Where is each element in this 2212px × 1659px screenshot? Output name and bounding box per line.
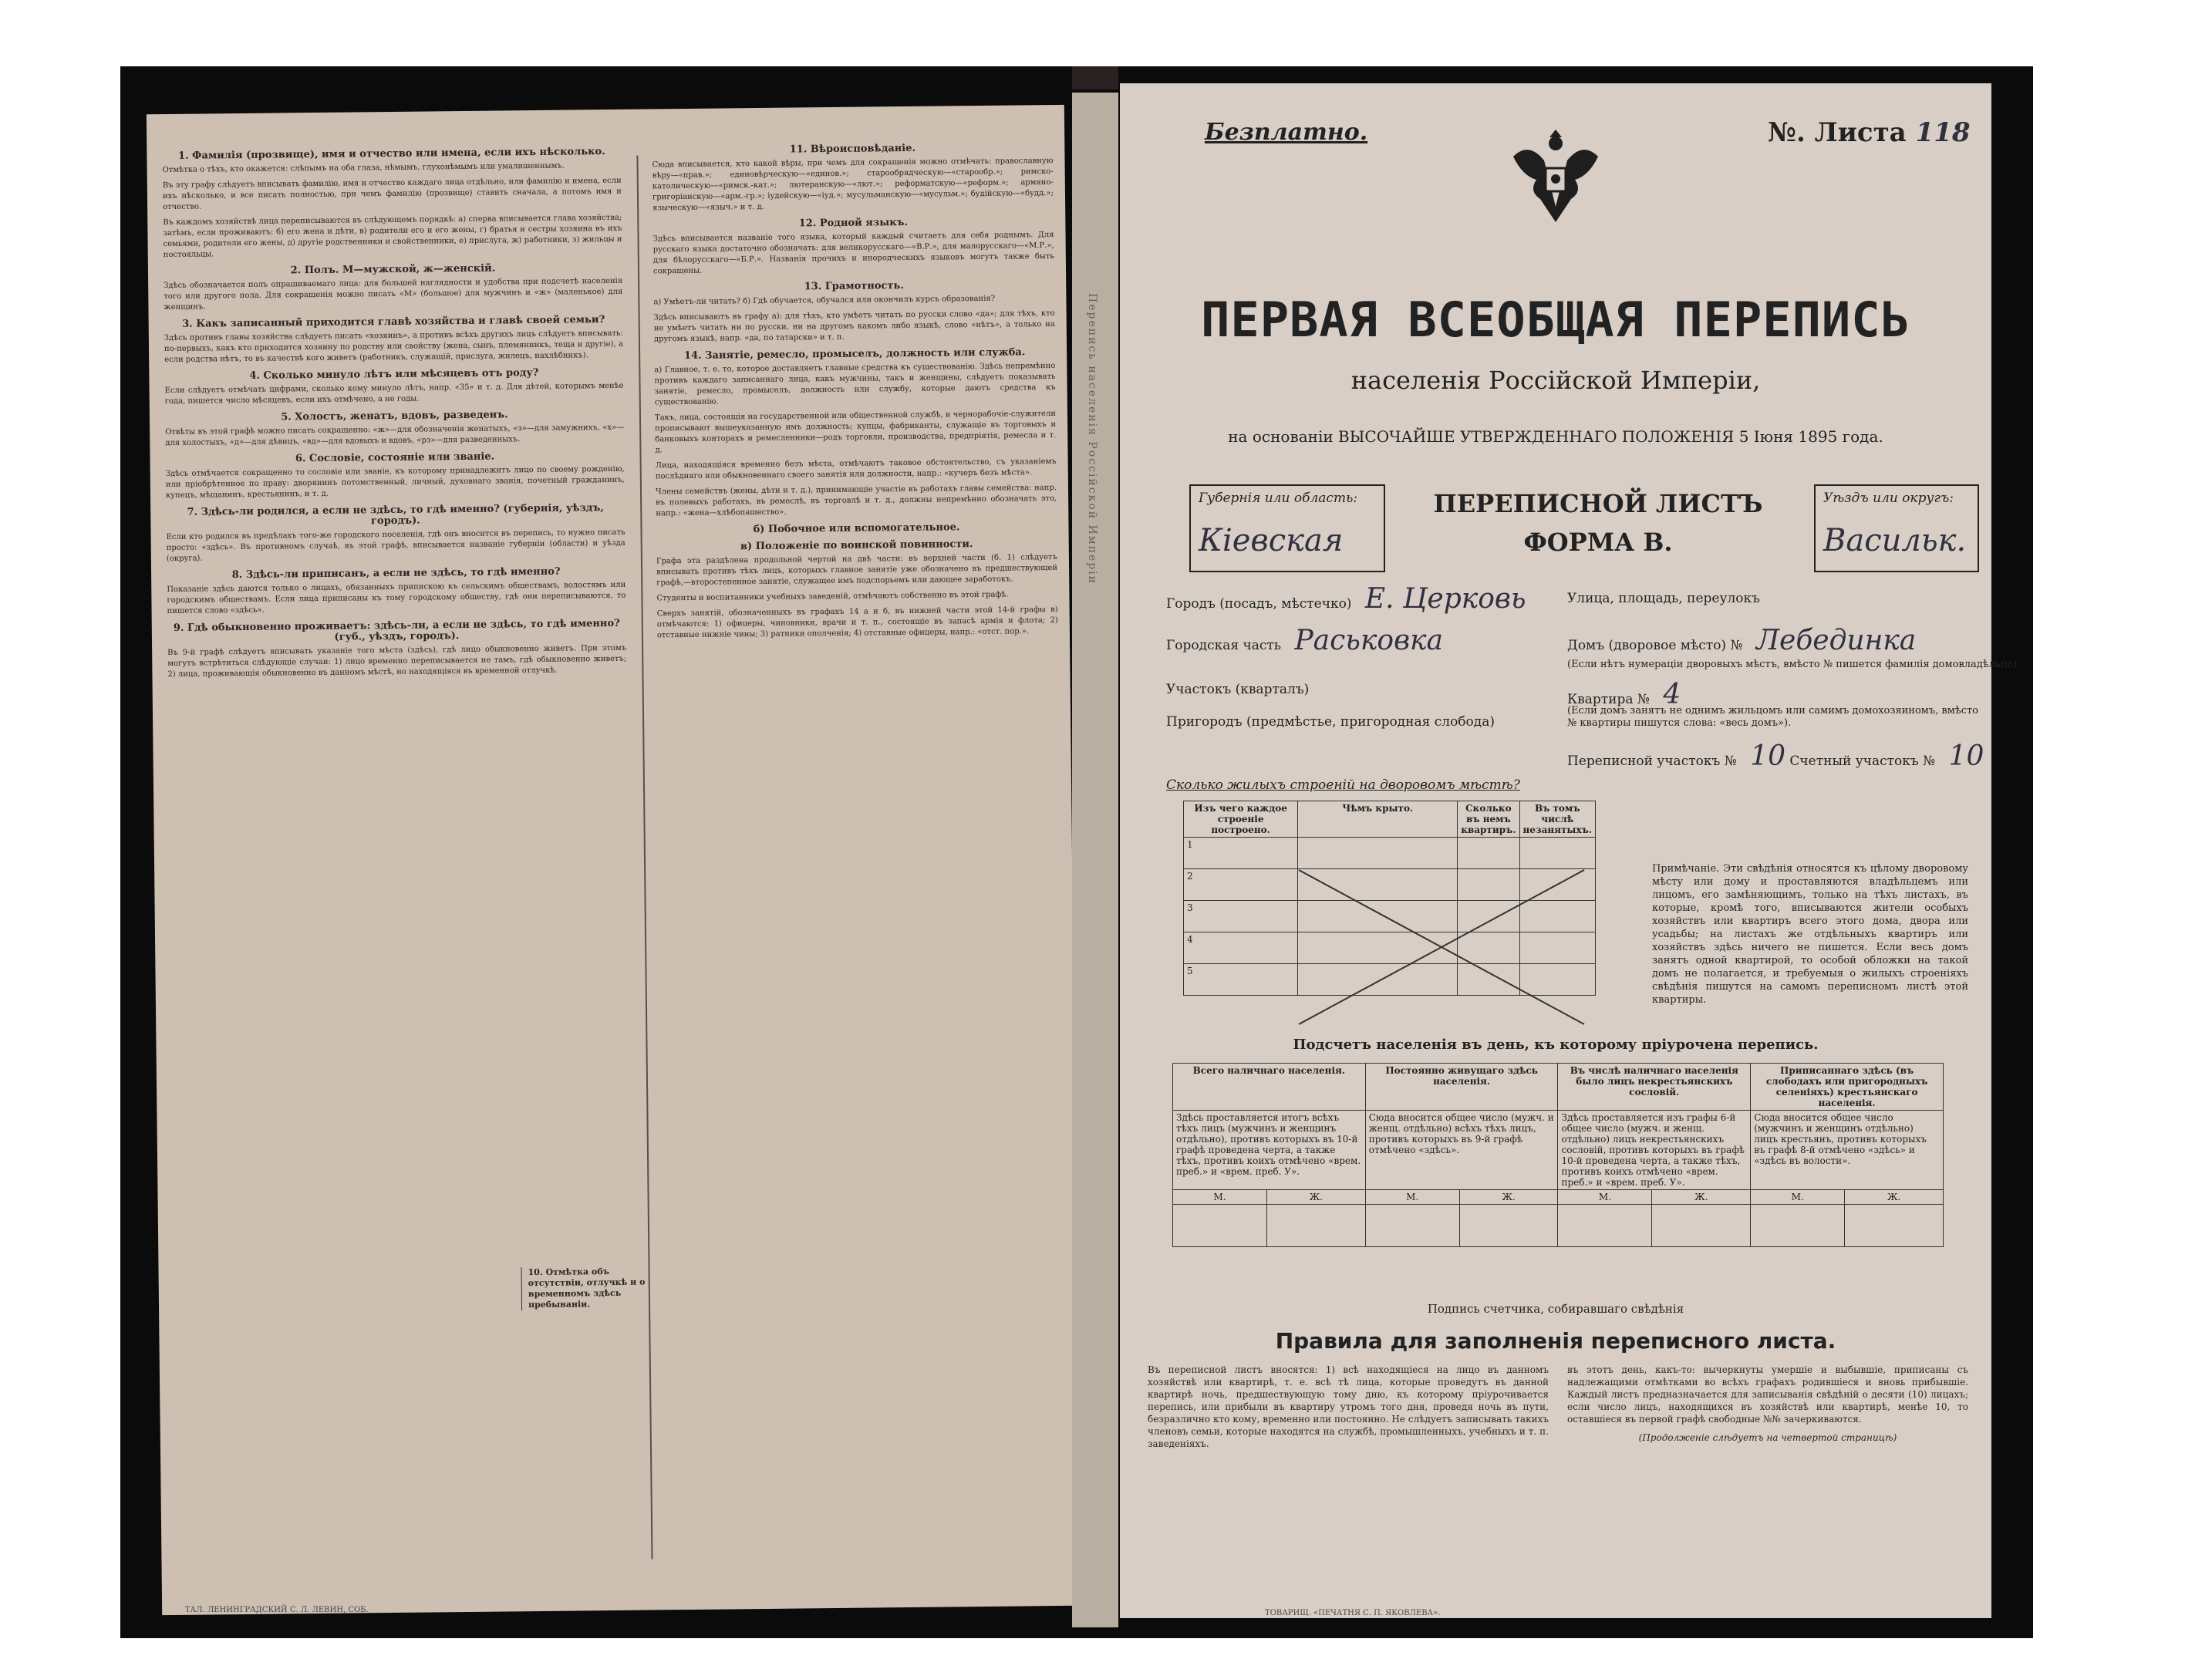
paragraph: а) Умѣетъ-ли читать? б) Гдѣ обучается, обучался или окончилъ курсъ образованія? (653, 294, 996, 307)
left-page (147, 105, 1080, 1615)
left-column-1 (162, 140, 626, 685)
signature-line: Подпись счетчика, собиравшаго свѣдѣнія (1427, 1302, 1684, 1316)
paragraph: Здѣсь обозначается полъ опрашиваемаго лица: для большей наглядности и удобства при подсчетѣ населенія того или другого пола. Для сокращенія можно писать «М» (большое) для мужчинъ и «ж» (маленькое) для женщинъ. (164, 276, 623, 312)
census-title: ПЕРВАЯ ВСЕОБЩАЯ ПЕРЕПИСЬ (1201, 292, 1910, 348)
section-heading: 9. Гдѣ обыкновенно проживаетъ: здѣсь-ли, а если не здѣсь, то гдѣ именно? (губ., уѣздъ, городъ). (173, 617, 620, 643)
buildings-note: Примѣчаніе. Эти свѣдѣнія относятся къ цѣлому дворовому мѣсту или дому и проставляются владѣльцемъ или лицомъ, его замѣняющимъ, только на тѣхъ листахъ, въ которые, кромѣ того, вписываются жители особыхъ хозяйствъ или квартиръ всего этого дома, двора или усадьбы; на листахъ же отдѣльныхъ квартиръ или хозяйствъ здѣсь ничего не пишется. Если весь домъ занятъ одной квартирой, то особой обложки на такой домъ не полагается, и требуемыя о жилыхъ строеніяхъ свѣдѣнія пишутся на самомъ переписномъ листѣ этой квартиры. (1652, 863, 1968, 1006)
table-row (1184, 964, 1596, 996)
female-label: Ж. (1845, 1190, 1944, 1205)
apartment-value: 4 (1663, 679, 1681, 710)
column-divider (636, 156, 652, 1560)
sheet-number (1768, 117, 1971, 148)
section-heading: 5. Холостъ, женатъ, вдовъ, разведенъ. (281, 409, 508, 423)
section-heading: 3. Какъ записанный приходится главѣ хозяйства и главѣ своей семьи? (182, 314, 605, 330)
rules-title: Правила для заполненія переписного листа. (1275, 1328, 1836, 1354)
right-footer: ТОВАРИЩ. «ПЕЧАТНЯ С. П. ЯКОВЛЕВА». (1265, 1609, 1441, 1617)
count-table-header (1173, 1064, 1944, 1111)
paragraph: Здѣсь вписываютъ въ графу а): для тѣхъ, кто умѣетъ читать по русски слово «да»; для тѣхъ, кто не умѣетъ читать ни по русски, ни на другомъ какомъ либо языкѣ, слово «нѣтъ», а только на другомъ языкѣ, напр. «да, по татарски» и т. п. (653, 309, 1055, 344)
paragraph: Здѣсь отмѣчается сокращенно то сословіе или званіе, къ которому принадлежитъ лицо по своему рожденію, или пріобрѣтенное по праву: дворянинъ потомственный, личный, духовнаго званія, почетный гражданинъ, купецъ, мѣщанинъ, крестьянинъ, и т. д. (165, 464, 625, 501)
count-table-mf-row (1173, 1190, 1944, 1205)
census-plot-label: Переписной участокъ № (1567, 754, 1737, 769)
sheet-number-value: 118 (1915, 117, 1971, 148)
buildings-header-roof: Чѣмъ крыто. (1298, 801, 1458, 838)
house-note: (Если нѣтъ нумераціи дворовыхъ мѣстъ, вмѣсто № пишется фамилія домовладѣльца). (1567, 659, 2021, 670)
buildings-question: Сколько жилыхъ строеній на дворовомъ мѣстѣ? (1166, 777, 1520, 793)
buildings-table (1183, 801, 1596, 996)
table-row (1184, 901, 1596, 932)
count-body-nonpeasant: Здѣсь проставляется изъ графы 6-й общее число (мужч. и женщ. отдѣльно) лицъ некрестьянскихъ сословій, противъ которыхъ въ графѣ 10-й проведена черта, а также тѣхъ, противъ коихъ отмѣчено «врем. преб.» и «врем. преб. У». (1558, 1111, 1751, 1190)
table-row (1184, 932, 1596, 964)
rules-column-2 (1567, 1364, 1968, 1444)
district-label: Городская часть (1166, 638, 1282, 653)
uezd-box (1814, 484, 1979, 572)
row-number: 3 (1184, 901, 1298, 932)
count-plot-value: 10 (1948, 740, 1984, 772)
city-label: Городъ (посадъ, мѣстечко) (1166, 596, 1352, 612)
suburb-label: Пригородъ (предмѣстье, пригородная слобода) (1166, 714, 1495, 730)
female-label: Ж. (1652, 1190, 1751, 1205)
paragraph: Въ 9-й графѣ слѣдуетъ вписывать указаніе того мѣста (здѣсь), гдѣ лицо обыкновенно живетъ. При этомъ могутъ встрѣтиться слѣдующіе случаи: 1) лицо временно переписывается не тамъ, гдѣ обыкновенно живетъ; 2) лица, проживающія обыкновенно въ данномъ мѣстѣ, но находящіяся въ временной отлучкѣ. (167, 643, 627, 679)
buildings-table-header (1184, 801, 1596, 838)
census-decree: на основаніи ВЫСОЧАЙШЕ УТВЕРЖДЕННАГО ПОЛОЖЕНІЯ 5 Іюня 1895 года. (1228, 427, 1883, 446)
paragraph: Студенты и воспитанники учебныхъ заведеній, отмѣчаютъ собственно въ этой графѣ. (656, 590, 1009, 603)
city-value: Е. Церковь (1364, 583, 1526, 615)
buildings-header-vacant: Въ томъ числѣ незанятыхъ. (1519, 801, 1596, 838)
district-field (1166, 625, 1443, 656)
street-label: Улица, площадь, переулокъ (1567, 591, 1760, 606)
count-plot-label: Счетный участокъ № (1789, 754, 1936, 769)
table-row (1184, 838, 1596, 869)
paragraph: Здѣсь вписывается названіе того языка, который каждый считаетъ для себя роднымъ. Для русскаго языка достаточно обозначать: для великорусскаго—«В.Р.», для малорусскаго—«М.Р.», для бѣлорусскаго—«Б.Р.». Названія прочихъ и инородческихъ языковъ могутъ также быть сокращены. (652, 230, 1054, 276)
section-heading: в) Положеніе по воинской повинности. (740, 538, 973, 553)
rules-column-1: Въ переписной листъ вносятся: 1) всѣ находящіеся на лицо въ данномъ хозяйствѣ или квартирѣ, т. е. всѣ тѣ лица, которые проведутъ въ данной квартирѣ ночь, предшествующую тому дню, къ которому пріурочивается перепись, или прибыли въ квартиру утромъ того дня, проведя ночь въ пути, безразлично кто кому, временно или постоянно. Не слѣдуетъ записывать такихъ членовъ семьи, которые находятся на службѣ, промышленныхъ, учебныхъ и т. п. заведеніяхъ. (1148, 1364, 1549, 1449)
section-heading: 4. Сколько минуло лѣтъ или мѣсяцевъ отъ роду? (249, 366, 539, 382)
province-box (1189, 484, 1385, 572)
binding-strip-text: Перепись населенія Россійской Имперіи (1086, 293, 1098, 585)
census-plot-field (1567, 740, 1984, 772)
left-footer: ТАЛ. ЛЕНИНГРАДСКИЙ С. Л. ЛЕВИН, СОБ. (185, 1606, 369, 1614)
paragraph: Такъ, лица, состоящія на государственной или общественной службѣ, и чернорабочіе-служители прописывают вышеуказанную имъ должность; купцы, фабриканты, служащіе въ торговыхъ и банковыхъ конторахъ и ремесленники—родъ торговли, производства, предпріятія, ремесла и т. д. (654, 409, 1057, 455)
row-number: 1 (1184, 838, 1298, 869)
suburb-field (1166, 714, 1495, 730)
section-heading: 11. Вѣроисповѣданіе. (789, 142, 916, 156)
rules-column-2-text: въ этотъ день, какъ-то: вычеркнуты умершіе и выбывшіе, приписаны съ надлежащими отмѣтками во всѣхъ графахъ родившіеся и вновь прибывшіе. Каждый листъ предназначается для записыванія свѣдѣній о десяти (10) лицахъ; если число лицъ, находящихся въ хозяйствѣ или квартирѣ, менѣе 10, то оставшіеся въ первой графѣ свободные №№ зачеркиваются. (1567, 1364, 1968, 1425)
paragraph: Сюда вписывается, кто какой вѣры, при чемъ для сокращенія можно отмѣчать: православную вѣру—«прав.»; единовѣрческую—«единов.»; старообрядческую—«старообр.»; римско-католическую—«римск.-кат.»; лютеранскую—«лют.»; реформатскую—«реформ.»; армяно-григоріанскую—«арм.-гр.»; іудейскую—«іуд.»; мусульманскую—«мусульм.»; будійскую—«будд.»; языческую—«языч.» и т. д. (652, 156, 1054, 213)
paragraph: Если слѣдуетъ отмѣчать цифрами, сколько кому минуло лѣтъ, напр. «35» и т. д. Для дѣтей, которымъ менѣе года, пишется число мѣсяцевъ, если ихъ отмѣчено, а не годы. (164, 381, 624, 406)
free-label: Безплатно. (1205, 119, 1368, 146)
paragraph: Графа эта раздѣлена продольной чертой на двѣ части: въ верхней части (б. 1) слѣдуетъ вписывать противъ тѣхъ лицъ, которыхъ главное занятіе уже обозначено въ предшествующей графѣ,—второстепенное занятіе, служащее имъ подспорьемъ или дающее заработокъ. (656, 552, 1058, 588)
census-subtitle: населенія Россійской Имперіи, (1350, 366, 1761, 395)
male-label: М. (1558, 1190, 1652, 1205)
paragraph: Члены семействъ (жены, дѣти и т. д.), принимающіе участіе въ работахъ главы семейства: напр. въ полевыхъ работахъ, въ ремеслѣ, въ торговлѣ и т. д., должны непремѣнно обозначать это, напр.: «жена—хлѣбопашество». (655, 483, 1057, 518)
section-heading: 12. Родной языкъ. (798, 216, 909, 230)
paragraph: Показаніе здѣсь даются только о лицахъ, обязанныхъ припискою къ сельскимъ обществамъ, волостямъ или городскимъ обществамъ. Если лица приписаны къ тому городскому обществу, гдѣ они переписываются, то пишется слово «здѣсь». (167, 580, 626, 616)
province-value: Кіевская (1199, 523, 1344, 558)
census-plot-value: 10 (1750, 740, 1785, 772)
house-field (1567, 625, 1916, 656)
count-header-permanent: Постоянно живущаго здѣсь населенія. (1365, 1064, 1558, 1111)
binding-top (1072, 66, 1118, 89)
house-label: Домъ (дворовое мѣсто) № (1567, 638, 1743, 653)
count-body-permanent: Сюда вносится общее число (мужч. и женщ. отдѣльно) всѣхъ тѣхъ лицъ, противъ которыхъ въ 9-й графѣ отмѣчено «здѣсь». (1365, 1111, 1558, 1190)
binding-strip (1072, 93, 1118, 1627)
paragraph: Если кто родился въ предѣлахъ того-же городского поселенія, гдѣ онъ вносится въ перепись, то нужно писать просто: «здѣсь». Въ противномъ случаѣ, въ этой графѣ, вписывается названіе губерніи (области) и уѣзда (округа). (166, 528, 625, 564)
left-column-2-side-box (521, 1266, 652, 1311)
count-table-body (1173, 1111, 1944, 1190)
sheet-number-label: №. Листа (1768, 117, 1907, 148)
side-box-text: 10. Отмѣтка объ отсутствіи, отлучкѣ и о временномъ здѣсь пребываніи. (528, 1266, 646, 1310)
rules-continued-note: (Продолженіе слѣдуетъ на четвертой страницѣ) (1638, 1432, 1897, 1443)
count-body-present: Здѣсь проставляется итогъ всѣхъ тѣхъ лицъ (мужчинъ и женщинъ отдѣльно), противъ которыхъ въ 10-й графѣ проведена черта, а также тѣхъ, противъ коихъ отмѣчено «врем. преб.» и «врем. преб. У». (1173, 1111, 1366, 1190)
apartment-note-2: № квартиры пишутся слова: «весь домъ»). (1567, 717, 1792, 729)
buildings-header-apartments: Сколько въ немъ квартиръ. (1458, 801, 1519, 838)
table-row (1184, 869, 1596, 901)
street-field (1567, 591, 1760, 606)
form-title (1413, 484, 1783, 561)
count-body-peasant: Сюда вносится общее число (мужчинъ и женщинъ отдѣльно) лицъ крестьянъ, противъ которыхъ въ графѣ 8-й отмѣчено «здѣсь» и «здѣсь въ волости». (1751, 1111, 1944, 1190)
population-count-title: Подсчетъ населенія въ день, къ которому пріурочена перепись. (1293, 1037, 1819, 1053)
population-count-table (1172, 1063, 1944, 1247)
female-label: Ж. (1459, 1190, 1558, 1205)
paragraph: Сверхъ занятій, обозначенныхъ въ графахъ 14 а и б, въ нижней части этой 14-й графы в) отмѣчаются: 1) офицеры, чиновники, врачи и т. п., состоящіе въ запасѣ армія и флота; 2) отставные нижніе чины; 3) ратники ополченія; 4) отставные офицеры, напр.: «отст. пор.». (656, 605, 1058, 640)
paragraph: Лица, находящіяся временно безъ мѣста, отмѣчаютъ таковое обстоятельство, съ указаніемъ послѣдняго или обыкновеннаго своего занятія или должности, напр.: «кучеръ безъ мѣста». (655, 457, 1057, 481)
section-heading: 6. Сословіе, состояніе или званіе. (295, 450, 495, 465)
section-heading: 2. Полъ. М—мужской, ж—женскій. (290, 262, 496, 277)
section-heading: 13. Грамотность. (804, 280, 904, 293)
left-column-2 (652, 136, 1058, 646)
male-label: М. (1365, 1190, 1459, 1205)
form-title-line2: ФОРМА В. (1523, 528, 1673, 557)
quarter-label: Участокъ (кварталъ) (1166, 682, 1310, 697)
row-number: 2 (1184, 869, 1298, 901)
male-label: М. (1173, 1190, 1267, 1205)
province-label: Губернія или область: (1199, 491, 1358, 506)
section-heading: 1. Фамилія (прозвище), имя и отчество или имена, если ихъ нѣсколько. (177, 146, 605, 162)
city-field (1166, 583, 1526, 615)
apartment-label: Квартира № (1567, 692, 1650, 707)
section-heading: б) Побочное или вспомогательное. (753, 521, 960, 536)
row-number: 5 (1184, 964, 1298, 996)
paragraph: Въ эту графу слѣдуетъ вписывать фамилію, имя и отчество каждаго лица отдѣльно, или фамилію и имена, если ихъ нѣсколько, и все писать полностью, при чемъ фамилію (прозвище) ставить сначала, а потомъ имя и отчество. (162, 176, 622, 212)
female-label: Ж. (1266, 1190, 1365, 1205)
section-heading: 8. Здѣсь-ли приписанъ, а если не здѣсь, то гдѣ именно? (231, 565, 561, 582)
paragraph: Въ каждомъ хозяйствѣ лица переписываются въ слѣдующемъ порядкѣ: а) сперва вписывается глава хозяйства; затѣмъ, если проживаютъ: б) его жена и дѣти, в) родители его и его жены, г) братья и сестры хозяина въ ихъ семьями, родители его жены, д) другіе родственники и свойственники, е) прислуга, ж) работники, з) жильцы и постояльцы. (163, 213, 622, 260)
uezd-value: Васильк. (1823, 523, 1967, 558)
imperial-eagle-emblem (1498, 114, 1613, 230)
count-header-present: Всего наличнаго населенія. (1173, 1064, 1366, 1111)
form-title-line1: ПЕРЕПИСНОЙ ЛИСТЪ (1433, 489, 1763, 518)
paragraph: Отмѣтка о тѣхъ, кто окажется: слѣпымъ на оба глаза, нѣмымъ, глухонѣмымъ или умалишеннымъ. (162, 161, 565, 175)
paragraph: Отвѣты въ этой графѣ можно писать сокращенно: «ж»—для обозначенія женатыхъ, «з»—для замужнихъ, «х»—для холостыхъ, «д»—для дѣвицъ, «вд»—для вдовыхъ и вдовъ, «рз»—для разведенныхъ. (165, 423, 625, 448)
paragraph: а) Главное, т. е. то, которое доставляетъ главные средства къ существованію. Здѣсь непремѣнно противъ каждаго записаннаго лица, какъ мужчины, такъ и женщины, слѣдуетъ показывать занятіе, ремесло, промыселъ, должность или службу, которые даютъ средства къ существованію. (654, 361, 1056, 407)
row-number: 4 (1184, 932, 1298, 964)
section-heading: 7. Здѣсь-ли родился, а если не здѣсь, то гдѣ именно? (губернія, уѣздъ, городъ). (187, 502, 604, 528)
buildings-header-material: Изъ чего каждое строеніе построено. (1184, 801, 1298, 838)
uezd-label: Уѣздъ или округъ: (1823, 491, 1954, 506)
paragraph: Здѣсь противъ главы хозяйства слѣдуетъ писать «хозяинъ», а противъ всѣхъ другихъ лицъ слѣдуетъ вписывать: по-первыхъ, какъ кто приходится хозяину по родству или свойству (жена, сынъ, племянникъ, теща и другіе), а если родства нѣтъ, то въ качествѣ кого живетъ (работникъ, служащій, прислуга, жилецъ, нахлѣбникъ). (164, 329, 624, 365)
apartment-note-1: (Если домъ занятъ не однимъ жильцомъ или самимъ домохозяиномъ, вмѣсто (1567, 705, 1979, 717)
count-header-nonpeasant: Въ числѣ наличнаго населенія было лицъ некрестьянскихъ сословій. (1558, 1064, 1751, 1111)
right-page (1120, 83, 2021, 1618)
quarter-field (1166, 682, 1309, 697)
male-label: М. (1751, 1190, 1845, 1205)
house-value: Лебединка (1755, 625, 1917, 656)
count-header-peasant: Приписаннаго здѣсь (въ слободахъ или пригородныхъ селеніяхъ) крестьянскаго населенія. (1751, 1064, 1944, 1111)
section-heading: 14. Занятіе, ремесло, промыселъ, должность или служба. (683, 346, 1026, 362)
district-value: Раськовка (1294, 625, 1443, 656)
count-table-values-row (1173, 1205, 1944, 1247)
